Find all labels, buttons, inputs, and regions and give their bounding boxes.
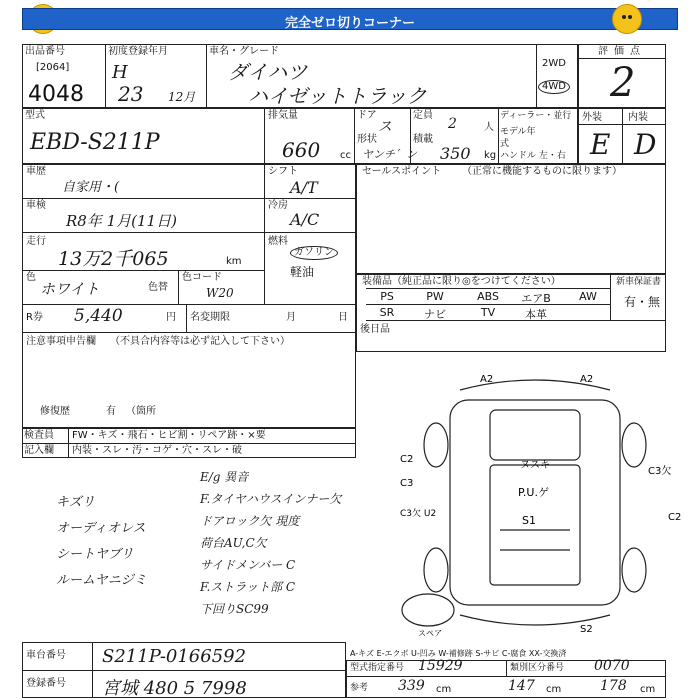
note-line: サイドメンバー C	[200, 558, 296, 572]
spare-tire	[402, 594, 454, 626]
note-line: 荷台AU,C欠	[200, 536, 267, 550]
label-s1: S1	[522, 514, 536, 527]
drive-4wd: 4WD	[538, 80, 570, 94]
rear-right-wheel	[622, 548, 646, 592]
label-c3-u2: C3欠 U2	[400, 509, 437, 519]
lot-number: 4048	[28, 82, 84, 107]
front-left-wheel	[424, 423, 448, 467]
type-no-value: 15929	[418, 658, 463, 674]
ref-label: 参考	[350, 683, 369, 693]
equip-ps: PS	[380, 290, 394, 303]
first-reg-year: 23	[118, 82, 144, 106]
km-unit: km	[226, 256, 242, 267]
load-label: 積載	[413, 134, 433, 145]
equip-navi: ナビ	[424, 308, 446, 321]
history-value: 自家用・(	[62, 180, 120, 195]
model-year-label: モデル年式	[500, 127, 536, 149]
mileage-value: 13万2千065	[58, 248, 169, 270]
label-c3: C3	[400, 478, 414, 489]
equip-sr: SR	[379, 306, 395, 319]
note-line: 下回りSC99	[200, 602, 269, 616]
recycle-value: 5,440	[74, 306, 123, 326]
label-a2-left: A2	[480, 374, 494, 385]
plate-label: 登録番号	[26, 678, 66, 689]
displacement: 660	[282, 138, 321, 162]
equip-abs: ABS	[477, 290, 499, 303]
label-c2: C2	[400, 454, 414, 465]
repair-yes: 有	[106, 406, 116, 417]
sales-hint: （正常に機能するものに限ります）	[462, 166, 622, 177]
ext-label: 外装	[582, 112, 602, 123]
type-no-label: 型式指定番号	[350, 663, 405, 673]
model-code: EBD-S211P	[30, 130, 160, 155]
fuel-diesel: 軽油	[290, 265, 315, 279]
dim-height-unit: cm	[640, 684, 656, 695]
shift-value: A/T	[290, 178, 318, 197]
shape-label: 形状	[357, 134, 377, 145]
cc-unit: cc	[340, 150, 351, 161]
capacity-label: 定員	[413, 110, 433, 121]
chassis-label: 車台番号	[26, 650, 66, 661]
dim-length-unit: cm	[436, 684, 452, 695]
equip-aw: AW	[579, 290, 597, 303]
name-change-month: 月	[286, 312, 296, 323]
fuel-label: 燃料	[268, 236, 288, 247]
car-name-label: 車名・グレード	[209, 46, 279, 57]
equip-pw: PW	[426, 290, 444, 303]
label-s2: S2	[580, 624, 593, 635]
label-cabin: P.U.ゲ	[518, 486, 549, 499]
color-label: 色	[26, 272, 36, 283]
note-line: オーディオレス	[56, 521, 146, 536]
cabin-roof	[490, 410, 580, 460]
front-right-wheel	[622, 423, 646, 467]
color-code-label: 色コード	[182, 272, 222, 283]
vehicle-damage-diagram	[400, 370, 690, 640]
fuel-gasoline: ガソリン	[290, 246, 338, 260]
banner-title: 完全ゼロ切りコーナー	[284, 16, 415, 31]
score-value: 2	[610, 60, 636, 106]
note-line: F.タイヤハウスインナー欠	[200, 492, 342, 506]
color-code: W20	[206, 286, 234, 300]
lot-code: [2064]	[36, 62, 70, 73]
class-no-label: 類別区分番号	[510, 663, 565, 673]
name-change-day: 日	[338, 312, 348, 323]
int-grade: D	[634, 128, 657, 161]
maker: ダイハツ	[228, 60, 308, 84]
mileage-label: 走行	[26, 236, 46, 247]
model-code-label: 型式	[25, 110, 45, 121]
label-dent: ヌスキ	[520, 460, 550, 471]
sales-box	[356, 164, 666, 274]
int-label: 内装	[628, 112, 648, 123]
rear-seat-label: 後日品	[360, 324, 390, 335]
inspector-row1-items: FW・キズ・飛石・ヒビ割・リペア跡・×要	[72, 430, 266, 441]
chassis-value: S211P-0166592	[102, 646, 247, 667]
drive-2wd: 2WD	[542, 58, 566, 69]
note-line: ルームヤニジミ	[56, 573, 147, 588]
truck-outline	[450, 400, 620, 605]
left-notes	[56, 490, 147, 594]
title-banner	[22, 8, 678, 30]
dim-height: 178	[600, 678, 627, 694]
note-line: シートヤブリ	[56, 547, 134, 562]
warranty-label: 新車保証書	[616, 277, 662, 287]
warranty-value: 有・無	[624, 295, 661, 309]
label-c3-broken: C3欠	[648, 466, 672, 477]
note-line: E/g 異音	[200, 470, 249, 484]
model-name: ハイゼットトラック	[248, 84, 427, 108]
class-no-value: 0070	[594, 658, 630, 674]
handle-label: ハンドル 左・右	[500, 151, 566, 161]
first-reg-month: 12月	[168, 90, 196, 104]
door-label: ドア	[357, 110, 377, 121]
repair-label: 修復歴	[40, 406, 70, 417]
load-value: 350	[440, 144, 471, 163]
inspector-row1-label: 検査員	[24, 430, 54, 441]
lot-no-label: 出品番号	[25, 46, 65, 57]
bed-lines	[500, 530, 570, 550]
dealer-label: ディーラー・並行	[500, 111, 572, 121]
shift-label: シフト	[268, 166, 298, 177]
shape-value: ヤンチ゛ン	[362, 148, 417, 161]
door-value: ス	[378, 119, 392, 135]
damage-legend: A-キズ E-エクボ U-凹み W-補修跡 S-サビ C-腐食 XX-交換済	[350, 649, 567, 658]
inspection-value: R8年 1月(11日)	[66, 212, 177, 230]
ext-grade: E	[590, 128, 611, 161]
dim-length: 339	[398, 678, 425, 694]
color-swap-label: 色替	[148, 282, 168, 293]
name-change-label: 名変期限	[190, 312, 230, 323]
color-value: ホワイト	[40, 280, 100, 298]
inspector-row2-items: 内装・スレ・汚・コゲ・穴・スレ・破	[72, 445, 242, 456]
kg-unit: kg	[484, 150, 497, 161]
sales-label: セールスポイント	[362, 166, 442, 177]
inspector-row2-label: 記入欄	[24, 445, 54, 456]
equipment-label: 装備品（純正品に限り◎をつけてください）	[362, 276, 561, 287]
aircon-value: A/C	[290, 210, 320, 229]
notes-hint: （不具合内容等は必ず記入して下さい）	[110, 336, 290, 347]
aircon-label: 冷房	[268, 200, 288, 211]
notes-label: 注意事項申告欄	[26, 336, 96, 347]
note-line: キズリ	[56, 495, 95, 510]
first-reg-era: H	[112, 62, 128, 83]
equip-tv: TV	[480, 306, 496, 319]
equip-airbag: エアB	[521, 292, 551, 305]
plate-value: 宮城 480 5 7998	[102, 678, 247, 699]
yen-unit: 円	[166, 312, 176, 323]
capacity-value: 2	[448, 116, 457, 132]
inspection-notes	[200, 466, 341, 620]
note-line: ドアロック欠 現度	[200, 514, 300, 528]
label-a2-right: A2	[580, 374, 594, 385]
dim-width-unit: cm	[546, 684, 562, 695]
history-label: 車歴	[26, 166, 46, 177]
score-label: 評価点	[598, 46, 646, 57]
displacement-label: 排気量	[268, 110, 298, 121]
rear-left-wheel	[424, 548, 448, 592]
recycle-label: R券	[26, 312, 43, 323]
inspection-label: 車検	[26, 200, 46, 211]
note-line: F.ストラット部 C	[200, 580, 296, 594]
person-unit: 人	[484, 122, 494, 133]
label-c2-right: C2	[668, 512, 682, 523]
label-spare: スペア	[418, 629, 442, 638]
bear-mascot-right-icon	[612, 4, 642, 34]
repair-place: （箇所	[126, 406, 156, 417]
dim-width: 147	[508, 678, 535, 694]
equip-leather: 本革	[525, 308, 547, 321]
first-reg-label: 初度登録年月	[108, 46, 168, 57]
